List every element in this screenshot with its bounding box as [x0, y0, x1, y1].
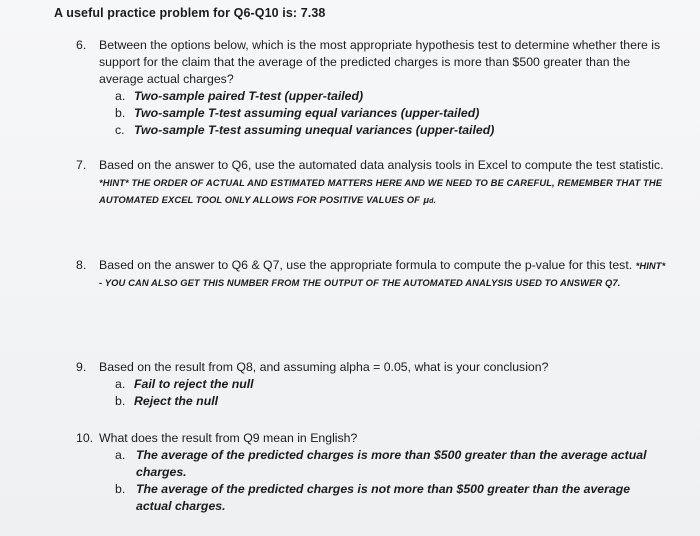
- question-number: 8.: [76, 258, 87, 272]
- option-label: a.: [115, 377, 126, 391]
- question-body: [99, 157, 666, 210]
- option-label: a.: [115, 448, 126, 462]
- question-9: [76, 359, 666, 408]
- page-heading: A useful practice problem for Q6-Q10 is: 7.38: [54, 6, 326, 20]
- option-list: [115, 447, 660, 515]
- option-text: Fail to reject the null: [134, 377, 254, 391]
- option-b: [115, 105, 655, 122]
- question-10: [76, 430, 666, 513]
- mu-symbol: μ: [423, 194, 430, 205]
- question-text: Based on the answer to Q6 & Q7, use the appropriate formula to compute the p-value for this test.: [99, 258, 633, 272]
- option-list: [115, 88, 655, 139]
- option-b: [115, 481, 660, 515]
- option-text: Two-sample paired T-test (upper-tailed): [134, 89, 364, 103]
- question-text: Based on the result from Q8, and assuming alpha = 0.05, what is your conclusion?: [99, 360, 549, 374]
- question-6: [76, 37, 666, 137]
- hint-text: *HINT* THE ORDER OF ACTUAL AND ESTIMATED MATTERS HERE AND WE NEED TO BE CAREFUL, REMEMBER THAT THE AUTOMATED EXCEL TOOL ONLY ALLOWS FOR POSITIVE VALUES OF: [99, 177, 663, 205]
- question-7: [76, 157, 666, 210]
- option-label: b.: [115, 106, 126, 120]
- option-a: [115, 376, 655, 393]
- question-number: 9.: [76, 360, 87, 374]
- mu-subscript: d: [429, 198, 434, 205]
- option-text: The average of the predicted charges is not more than $500 greater than the average actual charges.: [136, 482, 631, 513]
- option-c: [115, 122, 655, 139]
- option-text: The average of the predicted charges is more than $500 greater than the average actual charges.: [136, 448, 647, 479]
- question-body: [99, 257, 666, 291]
- question-text: Between the options below, which is the most appropriate hypothesis test to determine whether there is support for the claim that the average of the predicted charges is more than $500 greater than the average actual charges?: [99, 38, 661, 86]
- option-label: a.: [115, 89, 126, 103]
- option-text: Reject the null: [134, 394, 219, 408]
- question-text: Based on the answer to Q6, use the automated data analysis tools in Excel to compute the test statistic.: [99, 158, 664, 172]
- hint-period: .: [433, 194, 437, 205]
- option-a: [115, 88, 655, 105]
- option-text: Two-sample T-test assuming unequal variances (upper-tailed): [134, 123, 495, 137]
- option-label: c.: [115, 123, 125, 137]
- option-text: Two-sample T-test assuming equal variances (upper-tailed): [134, 106, 480, 120]
- option-a: [115, 447, 660, 481]
- option-b: [115, 393, 655, 410]
- question-text: What does the result from Q9 mean in English?: [99, 431, 358, 445]
- option-label: b.: [115, 482, 126, 496]
- option-label: b.: [115, 394, 126, 408]
- question-number: 10.: [76, 431, 94, 445]
- question-number: 6.: [76, 38, 87, 52]
- hint-text: *HINT* - YOU CAN ALSO GET THIS NUMBER FROM THE OUTPUT OF THE AUTOMATED ANALYSIS USED TO ANSWER Q7.: [99, 260, 666, 288]
- option-list: [115, 376, 655, 410]
- question-8: [76, 257, 666, 291]
- question-number: 7.: [76, 158, 87, 172]
